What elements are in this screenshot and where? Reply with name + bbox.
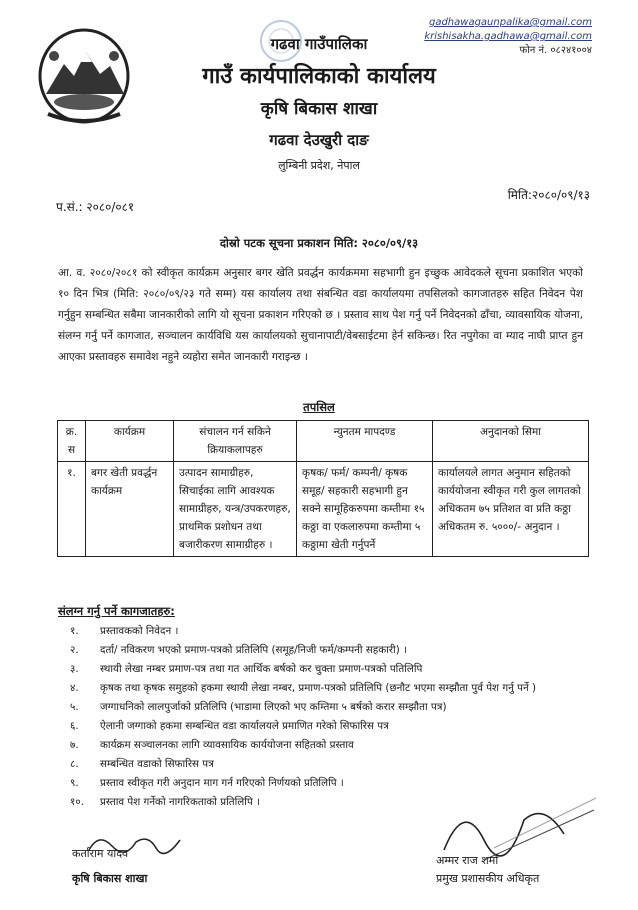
cell-program: बगर खेती प्रवर्द्धन कार्यक्रम: [86, 462, 174, 557]
table-heading: [0, 400, 638, 415]
col-header-activities: संचालन गर्न सकिने क्रियाकलापहरु: [174, 421, 297, 462]
list-item: २. दर्ता/ नविकरण भएको प्रमाण-पत्रको प्रतिलिपि (समूह/निजी फर्म/कम्पनी सहकारी) ।: [70, 644, 407, 656]
cell-grant: कार्यालयले लागत अनुमान सहितको कार्ययोजना स्वीकृत गरी कुल लागतको अधिकतम ७५ प्रतिशत वा प्रति कठ्ठा अधिकतम रु. ५०००/- अनुदान ।: [433, 462, 589, 557]
col-header-sn: क्र. स: [58, 421, 86, 462]
list-item: ६. ऐलानी जग्गाको हकमा सम्बन्धित वडा कार्यालयले प्रमाणित गरेको सिफारिस पत्र: [70, 720, 389, 732]
municipality-name: गढवा गाउँपालिका: [270, 35, 368, 53]
list-item: ४. कृषक तथा कृषक समुहको हकमा स्थायी लेखा नम्बर, प्रमाण-पत्रको प्रतिलिपि (छनौट भएमा सम्झौता पुर्व पेश गर्नु पर्ने ): [70, 682, 536, 694]
col-header-criteria: न्युनतम मापदण्ड: [297, 421, 433, 462]
left-signatory-name: कर्ताराम यादव: [72, 847, 129, 860]
program-table: [57, 420, 589, 557]
list-item: १०. प्रस्ताव पेश गर्नेको नागरिकताको प्रतिलिपि ।: [70, 796, 260, 808]
province-line: लुम्बिनी प्रदेश, नेपाल: [278, 159, 360, 172]
right-signatory-title: प्रमुख प्रशासकीय अधिकृत: [436, 872, 540, 885]
cell-activities: उत्पादन सामाग्रीहरु, सिचाईका लागि आवश्यक सामाग्रीहरु, यन्त्र/उपकरणहरु, प्राथमिक प्रशोधन तथा बजारीकरण सामाग्रीहरु ।: [174, 462, 297, 557]
address-line: गढवा देउखुरी दाङ: [269, 131, 369, 149]
email-primary[interactable]: gadhawagaunpalika@gmail.com: [428, 17, 592, 28]
list-item: ५. जग्गाधनिको लालपुर्जाको प्रतिलिपि (भाडामा लिएको भए कम्तिमा ५ बर्षको करार सम्झौता पत्र): [70, 701, 447, 713]
table-header-row: [58, 421, 589, 462]
table-heading-text: तपसिल: [303, 400, 335, 414]
col-header-grant: अनुदानको सिमा: [433, 421, 589, 462]
phone-number: फोन नं. ०८२४१००४: [519, 45, 592, 56]
list-item: ३. स्थायी लेखा नम्बर प्रमाण-पत्र तथा गत आर्थिक बर्षको कर चुक्ता प्रमाण-पत्रको पतिलिपि: [70, 663, 423, 675]
cell-criteria: कृषक/ फर्म/ कम्पनी/ कृषक समूह/ सहकारी सहभागी हुन सक्ने सामूहिकरुपमा कम्तीमा १५ कठ्ठा वा एकलारुपमा कम्तीमा ५ कठ्ठामा खेती गर्नुपर्ने: [297, 462, 433, 557]
right-signatory-name: अम्मर राज शर्मा: [436, 854, 499, 867]
notice-title: दोस्रो पटक सूचना प्रकाशन मिति: २०८०/०९/१३: [219, 236, 419, 250]
notice-paragraph: आ. व. २०८०/२०८१ को स्वीकृत कार्यक्रम अनुसार बगर खेति प्रवर्द्धन कार्यक्रममा सहभागी हुन इच्छुक आवेदकले सूचना प्रकाशित भएको १० दिन भित्र (मिति: २०८०/०९/२३ गते सम्म) यस कार्यालय तथा संबन्धित वडा कार्यालयमा तपसिलको कागजातहरु सहित निवेदन पेश गर्नुहुन सम्बन्धित सबैमा जानकारीको लागि यो सूचना प्रकाशन गरिएको छ । प्रस्ताव साथ पेश गर्नु पर्ने निवेदनको ढाँचा, व्यावसायिक योजना, संलग्न गर्नु पर्ने कागजात, सञ्चालन कार्यविधि यस कार्यालयको सुचानापाटी/वेबसाईटमा हेर्न सकिन्छ। रित नपुगेका वा म्याद नाघी प्राप्त हुन आएका प्रस्तावहरु समावेश नहुने व्यहोरा समेत जानकारी गराइन्छ ।: [58, 267, 583, 363]
reference-number: प.सं.: २०८०/०८१: [56, 200, 135, 214]
col-header-program: कार्यक्रम: [86, 421, 174, 462]
list-item: १. प्रस्तावकको निवेदन ।: [70, 625, 179, 637]
list-item: ७. कार्यक्रम सञ्चालनका लागि व्यावसायिक कार्ययोजना सहितको प्रस्ताव: [70, 739, 354, 751]
left-signatory: [72, 846, 147, 886]
office-name: गाउँ कार्यपालिकाको कार्यालय: [202, 64, 436, 89]
email-secondary[interactable]: krishisakha.gadhawa@gmail.com: [424, 31, 592, 42]
cell-sn: १.: [58, 462, 86, 557]
list-item: ८. सम्बन्धित वडाको सिफारिस पत्र: [70, 758, 214, 770]
annex-heading: [58, 604, 175, 619]
issue-date: मिति:२०८०/०९/१३: [507, 188, 590, 202]
table-row: [58, 462, 589, 557]
right-signatory: [436, 852, 539, 888]
annex-list: [70, 622, 595, 812]
left-signatory-dept: कृषि बिकास शाखा: [72, 872, 148, 885]
annex-heading-text: संलग्न गर्नु पर्ने कागजातहरु:: [58, 604, 175, 618]
list-item: ९. प्रस्ताव स्वीकृत गरी अनुदान माग गर्न गरिएको निर्णयको प्रतिलिपि ।: [70, 777, 344, 789]
branch-name: कृषि बिकास शाखा: [260, 99, 378, 119]
